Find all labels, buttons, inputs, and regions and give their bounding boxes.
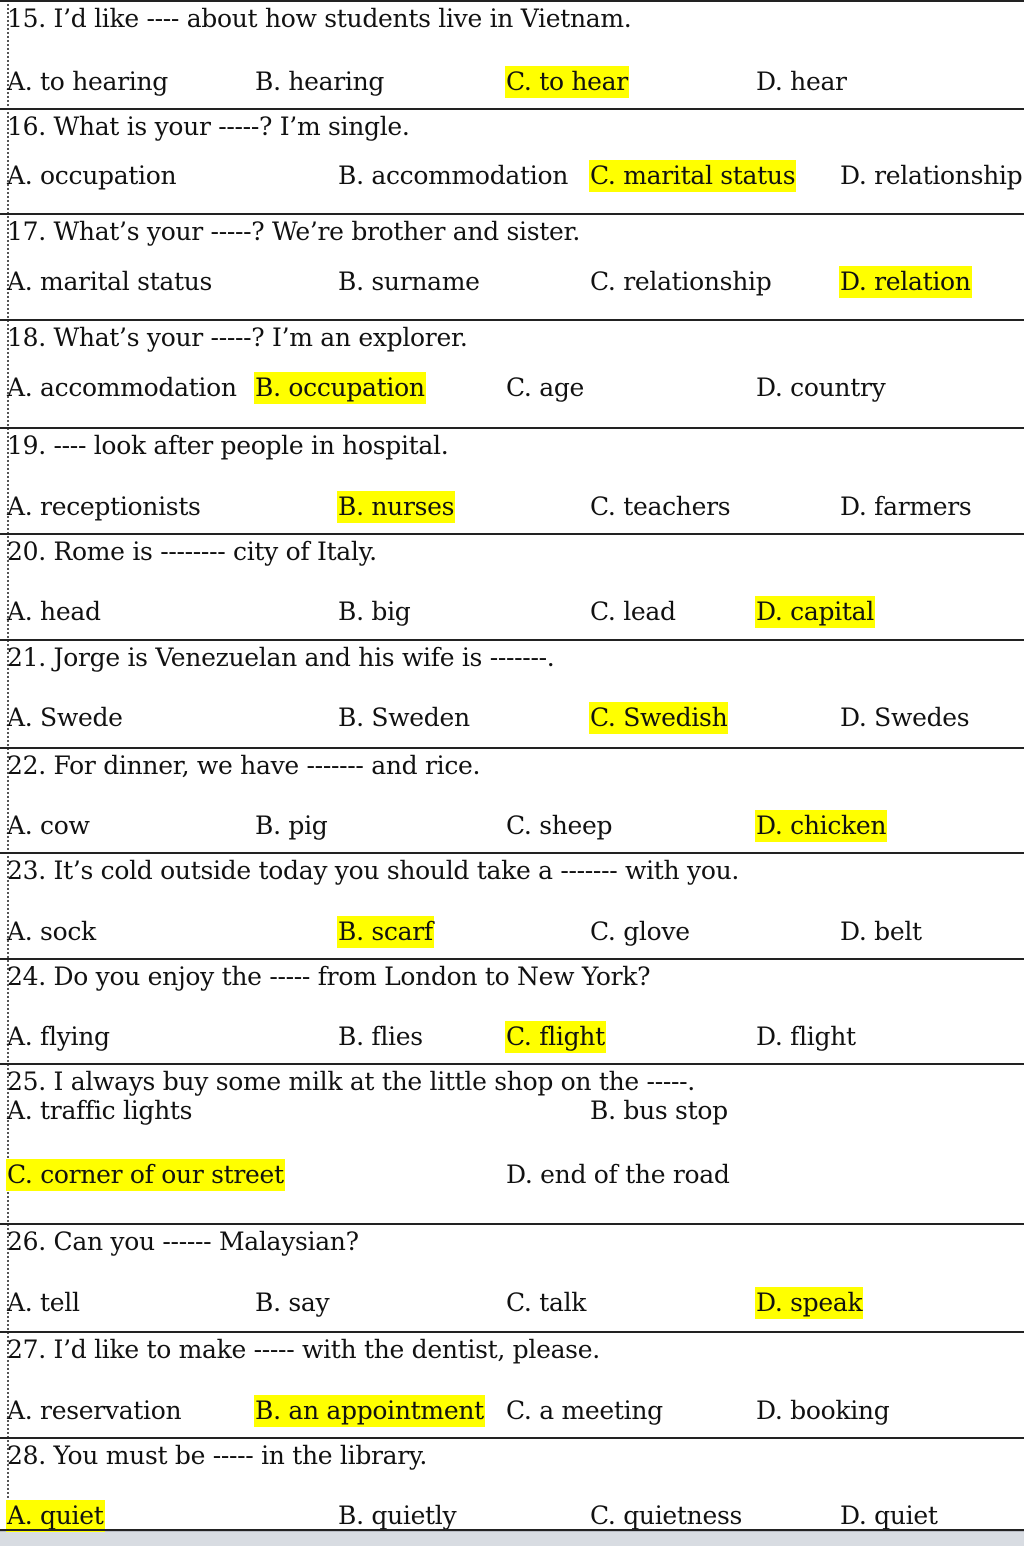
answer-option-b[interactable]: B. scarf: [338, 917, 433, 946]
answer-option-a[interactable]: A. flying: [7, 1022, 110, 1051]
answer-option-b[interactable]: B. surname: [338, 267, 480, 296]
answer-option-d[interactable]: D. flight: [756, 1022, 856, 1051]
answer-option-d[interactable]: D. Swedes: [840, 703, 970, 732]
answer-option-a[interactable]: A. head: [7, 597, 101, 626]
question-divider: [0, 1437, 1024, 1439]
answer-option-d[interactable]: D. quiet: [840, 1501, 938, 1530]
answer-option-c[interactable]: C. flight: [506, 1022, 605, 1051]
answer-option-a[interactable]: A. marital status: [7, 267, 213, 296]
question-divider: [0, 213, 1024, 215]
answer-option-b[interactable]: B. Sweden: [338, 703, 470, 732]
question-divider: [0, 0, 1024, 2]
question-stem: 22. For dinner, we have ------- and rice.: [7, 751, 481, 780]
question-stem: 25. I always buy some milk at the little shop on the -----.: [7, 1067, 695, 1096]
answer-option-a[interactable]: A. Swede: [7, 703, 123, 732]
answer-option-a[interactable]: A. occupation: [7, 161, 177, 190]
question-stem: 15. I’d like ---- about how students live in Vietnam.: [7, 4, 632, 33]
question-divider: [0, 958, 1024, 960]
answer-option-a[interactable]: A. receptionists: [7, 492, 201, 521]
answer-option-d[interactable]: D. booking: [756, 1396, 890, 1425]
answer-option-d[interactable]: D. country: [756, 373, 886, 402]
horizontal-scrollbar[interactable]: [0, 1531, 1024, 1546]
answer-option-a[interactable]: A. tell: [7, 1288, 80, 1317]
answer-option-b[interactable]: B. say: [255, 1288, 330, 1317]
question-divider: [0, 852, 1024, 854]
question-stem: 20. Rome is -------- city of Italy.: [7, 537, 377, 566]
answer-option-c[interactable]: C. a meeting: [506, 1396, 663, 1425]
answer-option-a[interactable]: A. traffic lights: [7, 1096, 193, 1125]
question-divider: [0, 319, 1024, 321]
answer-option-a[interactable]: A. accommodation: [7, 373, 237, 402]
answer-option-a[interactable]: A. sock: [7, 917, 96, 946]
answer-option-a[interactable]: A. quiet: [7, 1501, 104, 1530]
answer-option-b[interactable]: B. big: [338, 597, 411, 626]
answer-option-b[interactable]: B. pig: [255, 811, 328, 840]
answer-option-b[interactable]: B. accommodation: [338, 161, 568, 190]
answer-option-c[interactable]: C. age: [506, 373, 585, 402]
answer-option-d[interactable]: D. relationship: [840, 161, 1023, 190]
question-stem: 24. Do you enjoy the ----- from London to New York?: [7, 962, 651, 991]
question-stem: 27. I’d like to make ----- with the dentist, please.: [7, 1335, 600, 1364]
answer-option-b[interactable]: B. quietly: [338, 1501, 457, 1530]
question-stem: 28. You must be ----- in the library.: [7, 1441, 428, 1470]
answer-option-a[interactable]: A. reservation: [7, 1396, 182, 1425]
question-divider: [0, 639, 1024, 641]
answer-option-c[interactable]: C. Swedish: [590, 703, 728, 732]
answer-option-d[interactable]: D. belt: [840, 917, 922, 946]
answer-option-c[interactable]: C. glove: [590, 917, 690, 946]
question-divider: [0, 427, 1024, 429]
question-stem: 23. It’s cold outside today you should take a ------- with you.: [7, 856, 740, 885]
question-stem: 19. ---- look after people in hospital.: [7, 431, 449, 460]
question-stem: 18. What’s your -----? I’m an explorer.: [7, 323, 468, 352]
question-divider: [0, 1223, 1024, 1225]
answer-option-d[interactable]: D. end of the road: [506, 1160, 730, 1189]
answer-option-c[interactable]: C. relationship: [590, 267, 772, 296]
answer-option-c[interactable]: C. teachers: [590, 492, 731, 521]
answer-option-c[interactable]: C. corner of our street: [7, 1160, 284, 1189]
answer-option-c[interactable]: C. to hear: [506, 67, 628, 96]
answer-option-c[interactable]: C. marital status: [590, 161, 796, 190]
question-stem: 16. What is your -----? I’m single.: [7, 112, 410, 141]
answer-option-b[interactable]: B. an appointment: [255, 1396, 484, 1425]
answer-option-d[interactable]: D. farmers: [840, 492, 972, 521]
answer-option-c[interactable]: C. quietness: [590, 1501, 743, 1530]
answer-option-b[interactable]: B. bus stop: [590, 1096, 728, 1125]
question-stem: 26. Can you ------ Malaysian?: [7, 1227, 359, 1256]
answer-option-b[interactable]: B. hearing: [255, 67, 385, 96]
answer-option-a[interactable]: A. cow: [7, 811, 90, 840]
answer-option-a[interactable]: A. to hearing: [7, 67, 168, 96]
question-divider: [0, 1331, 1024, 1333]
answer-option-d[interactable]: D. hear: [756, 67, 847, 96]
question-stem: 17. What’s your -----? We’re brother and sister.: [7, 217, 581, 246]
answer-option-d[interactable]: D. speak: [756, 1288, 863, 1317]
answer-option-d[interactable]: D. chicken: [756, 811, 887, 840]
question-divider: [0, 1063, 1024, 1065]
question-divider: [0, 1529, 1024, 1531]
answer-option-d[interactable]: D. capital: [756, 597, 874, 626]
answer-option-b[interactable]: B. occupation: [255, 373, 425, 402]
question-divider: [0, 747, 1024, 749]
question-divider: [0, 108, 1024, 110]
answer-option-b[interactable]: B. nurses: [338, 492, 455, 521]
answer-option-c[interactable]: C. talk: [506, 1288, 587, 1317]
question-divider: [0, 533, 1024, 535]
question-stem: 21. Jorge is Venezuelan and his wife is -------.: [7, 643, 555, 672]
answer-option-c[interactable]: C. sheep: [506, 811, 613, 840]
answer-option-b[interactable]: B. flies: [338, 1022, 423, 1051]
answer-option-d[interactable]: D. relation: [840, 267, 971, 296]
answer-option-c[interactable]: C. lead: [590, 597, 676, 626]
